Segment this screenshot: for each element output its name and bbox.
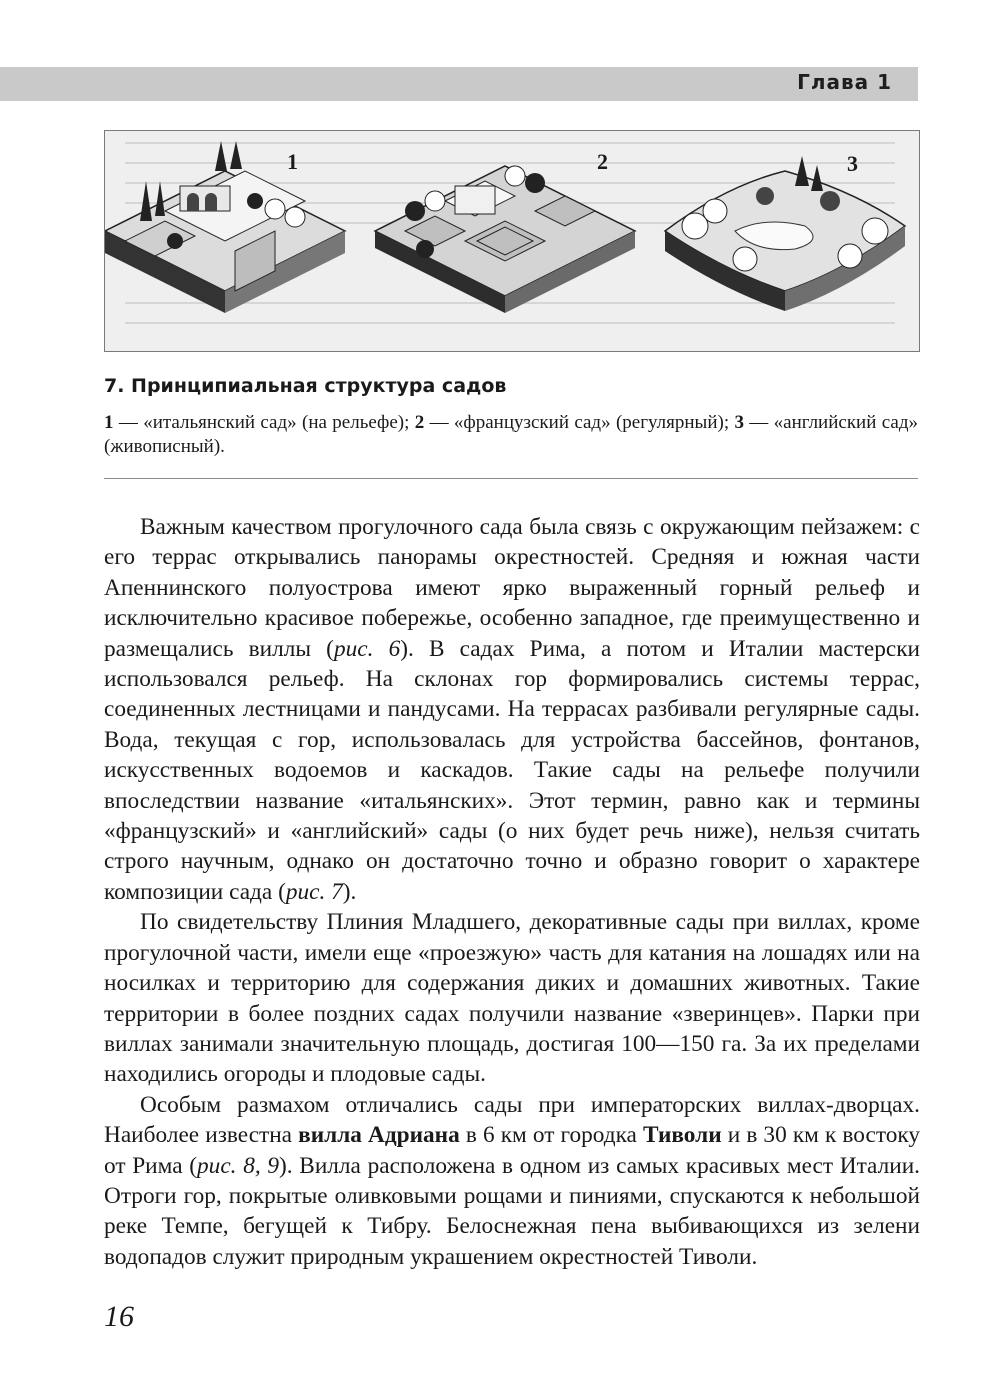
italian-garden-drawing: [105, 141, 345, 313]
figure-label-1: 1: [287, 149, 298, 174]
english-garden-drawing: [665, 156, 905, 311]
legend-text: — «итальянский сад» (на рельефе);: [113, 412, 415, 433]
text-run: ).: [342, 878, 357, 905]
legend-number: 1: [104, 412, 114, 433]
body-text: [104, 512, 920, 1272]
legend-text: — «английский сад» (живописный).: [104, 412, 918, 457]
header-band: [0, 67, 918, 101]
text-run: Особым размахом отличались сады при императорских виллах-дворцах. Наиболее известна: [104, 1091, 920, 1149]
legend-number: 3: [734, 412, 744, 433]
french-garden-drawing: [375, 166, 635, 313]
paragraph: [104, 1090, 920, 1272]
figure-label-2: 2: [597, 149, 608, 174]
text-run: Важным качеством прогулочного сада была связь с окружающим пейзажем: с его террас открывались панорамы окрестностей. Средняя и южная части Апеннинского полуострова имеют ярко выраженный горный рельеф и исключительно красивое побережье, особенно западное, где преимущественно и размещались виллы (: [104, 514, 920, 662]
caption-divider: [104, 478, 918, 479]
figure-reference: рис. 7: [285, 878, 343, 905]
legend-number: 2: [414, 412, 425, 433]
figure-caption-legend: [104, 411, 918, 459]
figure-label-3: 3: [847, 151, 858, 176]
paragraph: [104, 512, 920, 907]
figure-reference: рис. 6: [333, 635, 401, 662]
text-run: и в 30 км к востоку от Рима (: [104, 1122, 920, 1179]
text-run: ). Вилла расположена в одном из самых красивых мест Италии. Отроги гор, покрытые оливковыми рощами и пиниями, спускаются к небольшой реке Темпе, бегущей к Тибру. Белоснежная пена выбивающихся из зелени водопадов служит природным украшением окрестностей Тиволи.: [104, 1152, 920, 1270]
text-run: в 6 км от городка: [459, 1122, 643, 1149]
text-run: ). В садах Рима, а потом и Италии мастерски использовался рельеф. На склонах гор формировались системы террас, соединенных лестницами и пандусами. На террасах разбивали регулярные сады. Вода, текущая с гор, использовалась для устройства бассейнов, фонтанов, искусственных водоемов и каскадов. Такие сады на рельефе получили впоследствии название «итальянских». Этот термин, равно как и термины «французский» и «английский» сады (о них будет речь ниже), нельзя считать строго научным, однако он достаточно точно и образно говорит о характере композиции сада (: [104, 635, 921, 905]
figure-garden-structures: [104, 130, 920, 352]
paragraph: По свидетельству Плиния Младшего, декоративные сады при виллах, кроме прогулочной части, имели еще «проезжую» часть для катания на лошадях или на носилках и территорию для содержания диких и домашних животных. Такие территории в более поздних садах получили название «зверинцев». Парки при виллах занимали значительную площадь, достигая 100—150 га. За их пределами находились огороды и плодовые сады.: [104, 909, 920, 1088]
page-number: 16: [104, 1300, 134, 1333]
figure-reference: рис. 8, 9: [197, 1152, 280, 1179]
legend-text: — «французский сад» (регулярный);: [424, 412, 735, 433]
garden-illustration: [105, 131, 919, 351]
chapter-title: Глава 1: [797, 70, 892, 94]
figure-caption-title: 7. Принципиальная структура садов: [104, 375, 507, 397]
emphasis: Тиволи: [643, 1122, 722, 1149]
emphasis: вилла Адриана: [298, 1122, 460, 1149]
